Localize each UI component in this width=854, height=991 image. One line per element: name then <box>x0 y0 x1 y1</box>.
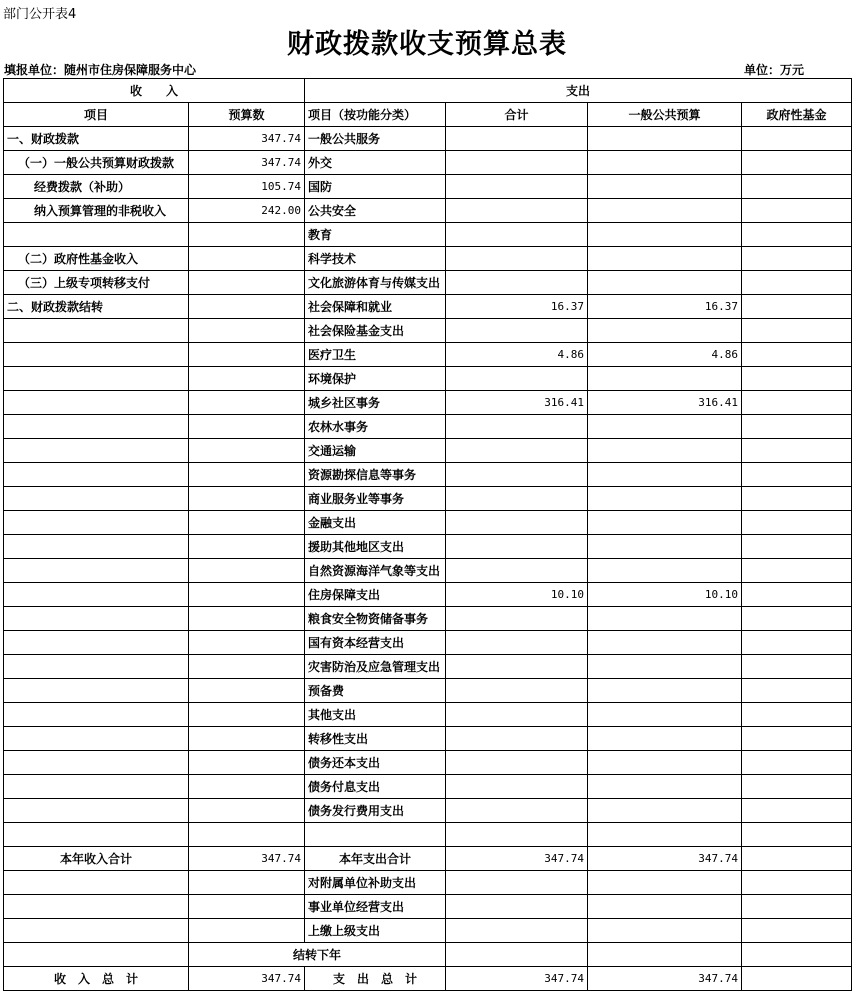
income-item-value: 347.74 <box>189 127 305 151</box>
expense-item-fund <box>742 559 852 583</box>
income-item-value <box>189 679 305 703</box>
expense-item-fund <box>742 799 852 823</box>
expense-item-general <box>588 751 742 775</box>
expense-item-total <box>446 727 588 751</box>
expense-item-total <box>446 703 588 727</box>
expense-item-label: 债务付息支出 <box>305 775 446 799</box>
expense-item-label: 对附属单位补助支出 <box>305 871 446 895</box>
expense-item-fund <box>742 895 852 919</box>
expense-item-label: 住房保障支出 <box>305 583 446 607</box>
expense-item-fund <box>742 199 852 223</box>
income-item-value <box>189 343 305 367</box>
income-item-value <box>189 367 305 391</box>
table-row <box>4 583 852 607</box>
expense-item-label: 援助其他地区支出 <box>305 535 446 559</box>
grand-income-value: 347.74 <box>189 967 305 991</box>
carry-forward-label: 结转下年 <box>189 943 446 967</box>
expense-item-label: 灾害防治及应急管理支出 <box>305 655 446 679</box>
grand-expense-general: 347.74 <box>588 967 742 991</box>
expense-item-fund <box>742 583 852 607</box>
income-section-header: 收 入 <box>4 79 305 103</box>
grand-expense-total: 347.74 <box>446 967 588 991</box>
expense-item-label: 事业单位经营支出 <box>305 895 446 919</box>
income-item-label: 经费拨款（补助） <box>4 175 189 199</box>
expense-item-label: 文化旅游体育与传媒支出 <box>305 271 446 295</box>
expense-item-fund <box>742 343 852 367</box>
expense-item-fund <box>742 679 852 703</box>
table-row <box>4 703 852 727</box>
table-row <box>4 727 852 751</box>
income-item-label: 一、财政拨款 <box>4 127 189 151</box>
income-item-label <box>4 583 189 607</box>
expense-item-fund <box>742 823 852 847</box>
income-item-label: 二、财政拨款结转 <box>4 295 189 319</box>
income-item-label <box>4 727 189 751</box>
table-row <box>4 295 852 319</box>
income-item-label <box>4 415 189 439</box>
expense-item-total <box>446 679 588 703</box>
income-item-label: （一）一般公共预算财政拨款 <box>4 151 189 175</box>
expense-item-fund <box>742 127 852 151</box>
table-row <box>4 199 852 223</box>
income-item-value <box>189 631 305 655</box>
expense-item-label: 一般公共服务 <box>305 127 446 151</box>
col-header-item: 项目 <box>4 103 189 127</box>
expense-item-total <box>446 199 588 223</box>
expense-item-label: 自然资源海洋气象等支出 <box>305 559 446 583</box>
expense-item-total <box>446 751 588 775</box>
year-expense-general: 347.74 <box>588 847 742 871</box>
expense-item-fund <box>742 631 852 655</box>
table-row <box>4 151 852 175</box>
expense-item-general <box>588 799 742 823</box>
year-income-total-value: 347.74 <box>189 847 305 871</box>
table-row <box>4 631 852 655</box>
income-item-label <box>4 871 189 895</box>
expense-item-general <box>588 943 742 967</box>
expense-item-general <box>588 919 742 943</box>
expense-item-label: 社会保险基金支出 <box>305 319 446 343</box>
expense-item-general <box>588 655 742 679</box>
expense-item-total <box>446 607 588 631</box>
col-header-total: 合计 <box>446 103 588 127</box>
expense-item-fund <box>742 223 852 247</box>
expense-item-general <box>588 679 742 703</box>
expense-item-total <box>446 175 588 199</box>
income-item-value <box>189 799 305 823</box>
table-row <box>4 415 852 439</box>
income-item-value <box>189 439 305 463</box>
col-header-func-item: 项目（按功能分类） <box>305 103 446 127</box>
table-row <box>4 247 852 271</box>
expense-item-total <box>446 871 588 895</box>
expense-item-fund <box>742 487 852 511</box>
expense-item-fund <box>742 391 852 415</box>
income-item-value <box>189 319 305 343</box>
form-tag: 部门公开表4 <box>3 7 77 22</box>
income-item-value <box>189 751 305 775</box>
expense-item-general: 4.86 <box>588 343 742 367</box>
grand-expense-fund <box>742 967 852 991</box>
expense-item-label: 粮食安全物资储备事务 <box>305 607 446 631</box>
expense-item-fund <box>742 943 852 967</box>
income-item-label <box>4 367 189 391</box>
expense-item-total <box>446 775 588 799</box>
expense-item-fund <box>742 463 852 487</box>
year-expense-fund <box>742 847 852 871</box>
income-item-value <box>189 463 305 487</box>
income-item-value <box>189 223 305 247</box>
table-row <box>4 463 852 487</box>
expense-item-fund <box>742 727 852 751</box>
expense-item-label: 教育 <box>305 223 446 247</box>
expense-item-label: 环境保护 <box>305 367 446 391</box>
table-row <box>4 175 852 199</box>
col-header-budget: 预算数 <box>189 103 305 127</box>
page-title: 财政拨款收支预算总表 <box>287 29 567 60</box>
amount-unit: 单位：万元 <box>744 63 805 77</box>
table-row <box>4 775 852 799</box>
expense-item-total <box>446 655 588 679</box>
income-item-value <box>189 487 305 511</box>
expense-item-fund <box>742 367 852 391</box>
expense-item-general <box>588 223 742 247</box>
table-row <box>4 127 852 151</box>
table-row <box>4 607 852 631</box>
expense-item-general <box>588 703 742 727</box>
income-item-value: 105.74 <box>189 175 305 199</box>
table-row <box>4 511 852 535</box>
income-item-value <box>189 559 305 583</box>
expense-item-fund <box>742 511 852 535</box>
expense-item-total <box>446 463 588 487</box>
expense-item-total: 16.37 <box>446 295 588 319</box>
income-item-value: 242.00 <box>189 199 305 223</box>
filing-unit: 填报单位：随州市住房保障服务中心 <box>4 63 197 77</box>
expense-item-total <box>446 319 588 343</box>
income-item-value <box>189 655 305 679</box>
expense-item-general <box>588 871 742 895</box>
table-row <box>4 223 852 247</box>
expense-item-fund <box>742 703 852 727</box>
expense-item-general <box>588 199 742 223</box>
year-income-total-label: 本年收入合计 <box>4 847 189 871</box>
income-item-label <box>4 463 189 487</box>
table-row <box>4 679 852 703</box>
expense-item-total <box>446 919 588 943</box>
income-item-value <box>189 247 305 271</box>
expense-item-general <box>588 775 742 799</box>
header-row-columns <box>4 103 852 127</box>
expense-item-total <box>446 799 588 823</box>
expense-item-label: 国有资本经营支出 <box>305 631 446 655</box>
income-item-label <box>4 511 189 535</box>
income-item-label <box>4 343 189 367</box>
expense-item-fund <box>742 871 852 895</box>
expense-item-label <box>305 823 446 847</box>
expense-item-total <box>446 559 588 583</box>
income-item-value <box>189 775 305 799</box>
income-item-value <box>189 607 305 631</box>
income-item-value <box>189 295 305 319</box>
table-row <box>4 919 852 943</box>
expense-item-general <box>588 631 742 655</box>
table-row <box>4 871 852 895</box>
income-item-value <box>189 895 305 919</box>
income-item-label <box>4 391 189 415</box>
income-item-value <box>189 823 305 847</box>
table-row <box>4 343 852 367</box>
expense-section-header: 支出 <box>305 79 852 103</box>
expense-item-fund <box>742 439 852 463</box>
income-item-label: （二）政府性基金收入 <box>4 247 189 271</box>
expense-item-total <box>446 511 588 535</box>
expense-item-general <box>588 415 742 439</box>
expense-item-label: 债务发行费用支出 <box>305 799 446 823</box>
grand-expense-label: 支 出 总 计 <box>305 967 446 991</box>
expense-item-label: 公共安全 <box>305 199 446 223</box>
expense-item-fund <box>742 175 852 199</box>
income-item-value <box>189 391 305 415</box>
expense-item-label: 上缴上级支出 <box>305 919 446 943</box>
expense-item-total <box>446 367 588 391</box>
expense-item-label: 社会保障和就业 <box>305 295 446 319</box>
table-row <box>4 439 852 463</box>
expense-item-total <box>446 151 588 175</box>
expense-item-fund <box>742 271 852 295</box>
income-item-label <box>4 943 189 967</box>
expense-item-total <box>446 415 588 439</box>
expense-item-general <box>588 535 742 559</box>
expense-item-fund <box>742 295 852 319</box>
expense-item-general <box>588 127 742 151</box>
expense-item-general <box>588 319 742 343</box>
col-header-general: 一般公共预算 <box>588 103 742 127</box>
income-item-label <box>4 703 189 727</box>
expense-item-label: 预备费 <box>305 679 446 703</box>
table-row <box>4 271 852 295</box>
expense-item-total <box>446 223 588 247</box>
table-row <box>4 655 852 679</box>
income-item-value <box>189 271 305 295</box>
expense-item-general <box>588 151 742 175</box>
expense-item-fund <box>742 319 852 343</box>
expense-item-label: 外交 <box>305 151 446 175</box>
expense-item-label: 转移性支出 <box>305 727 446 751</box>
income-item-value <box>189 727 305 751</box>
expense-item-general <box>588 607 742 631</box>
income-item-label: 纳入预算管理的非税收入 <box>4 199 189 223</box>
table-row <box>4 319 852 343</box>
budget-table <box>3 78 852 991</box>
expense-item-label: 金融支出 <box>305 511 446 535</box>
expense-item-general <box>588 271 742 295</box>
expense-item-general: 316.41 <box>588 391 742 415</box>
expense-item-fund <box>742 607 852 631</box>
income-item-label <box>4 559 189 583</box>
table-row <box>4 367 852 391</box>
table-body <box>4 79 852 991</box>
expense-item-label: 其他支出 <box>305 703 446 727</box>
year-expense-total-label: 本年支出合计 <box>305 847 446 871</box>
income-item-label <box>4 607 189 631</box>
income-item-value <box>189 919 305 943</box>
expense-item-total <box>446 127 588 151</box>
income-item-value <box>189 511 305 535</box>
income-item-label <box>4 679 189 703</box>
income-item-value <box>189 415 305 439</box>
income-item-label <box>4 799 189 823</box>
expense-item-fund <box>742 751 852 775</box>
grand-income-label: 收 入 总 计 <box>4 967 189 991</box>
expense-item-total <box>446 823 588 847</box>
income-item-label <box>4 751 189 775</box>
expense-item-label: 交通运输 <box>305 439 446 463</box>
expense-item-general <box>588 727 742 751</box>
expense-item-general <box>588 823 742 847</box>
income-item-label: （三）上级专项转移支付 <box>4 271 189 295</box>
expense-item-total <box>446 631 588 655</box>
expense-item-total: 4.86 <box>446 343 588 367</box>
table-row <box>4 391 852 415</box>
income-item-label <box>4 319 189 343</box>
expense-item-label: 国防 <box>305 175 446 199</box>
income-item-label <box>4 919 189 943</box>
expense-item-general <box>588 487 742 511</box>
expense-item-fund <box>742 919 852 943</box>
table-row <box>4 751 852 775</box>
expense-item-fund <box>742 247 852 271</box>
expense-item-label: 科学技术 <box>305 247 446 271</box>
expense-item-total <box>446 439 588 463</box>
table-row <box>4 559 852 583</box>
expense-item-fund <box>742 655 852 679</box>
expense-item-general <box>588 175 742 199</box>
income-item-value <box>189 703 305 727</box>
income-item-label <box>4 775 189 799</box>
col-header-fund: 政府性基金 <box>742 103 852 127</box>
table-row <box>4 535 852 559</box>
table-row <box>4 823 852 847</box>
income-item-label <box>4 895 189 919</box>
expense-item-total <box>446 895 588 919</box>
income-item-label <box>4 439 189 463</box>
expense-item-general <box>588 511 742 535</box>
expense-item-fund <box>742 535 852 559</box>
expense-item-general: 16.37 <box>588 295 742 319</box>
income-item-label <box>4 487 189 511</box>
expense-item-total: 316.41 <box>446 391 588 415</box>
expense-item-general <box>588 895 742 919</box>
expense-item-label: 农林水事务 <box>305 415 446 439</box>
expense-item-total <box>446 247 588 271</box>
expense-item-label: 医疗卫生 <box>305 343 446 367</box>
income-item-value <box>189 583 305 607</box>
expense-item-total <box>446 943 588 967</box>
carry-forward-row <box>4 943 852 967</box>
expense-item-fund <box>742 775 852 799</box>
expense-item-label: 债务还本支出 <box>305 751 446 775</box>
table-row <box>4 799 852 823</box>
expense-item-general <box>588 463 742 487</box>
income-item-label <box>4 823 189 847</box>
expense-item-label: 商业服务业等事务 <box>305 487 446 511</box>
income-item-label <box>4 535 189 559</box>
income-item-value <box>189 535 305 559</box>
expense-item-fund <box>742 151 852 175</box>
income-item-value <box>189 871 305 895</box>
expense-item-general <box>588 439 742 463</box>
expense-item-label: 城乡社区事务 <box>305 391 446 415</box>
income-item-label <box>4 631 189 655</box>
expense-item-total <box>446 271 588 295</box>
expense-item-general <box>588 559 742 583</box>
table-row <box>4 895 852 919</box>
expense-item-label: 资源勘探信息等事务 <box>305 463 446 487</box>
income-item-label <box>4 223 189 247</box>
year-total-row <box>4 847 852 871</box>
expense-item-fund <box>742 415 852 439</box>
income-item-label <box>4 655 189 679</box>
grand-total-row <box>4 967 852 991</box>
expense-item-general: 10.10 <box>588 583 742 607</box>
expense-item-total <box>446 487 588 511</box>
expense-item-total <box>446 535 588 559</box>
income-item-value: 347.74 <box>189 151 305 175</box>
table-row <box>4 487 852 511</box>
expense-item-general <box>588 367 742 391</box>
expense-item-general <box>588 247 742 271</box>
header-row-section <box>4 79 852 103</box>
year-expense-total: 347.74 <box>446 847 588 871</box>
expense-item-total: 10.10 <box>446 583 588 607</box>
